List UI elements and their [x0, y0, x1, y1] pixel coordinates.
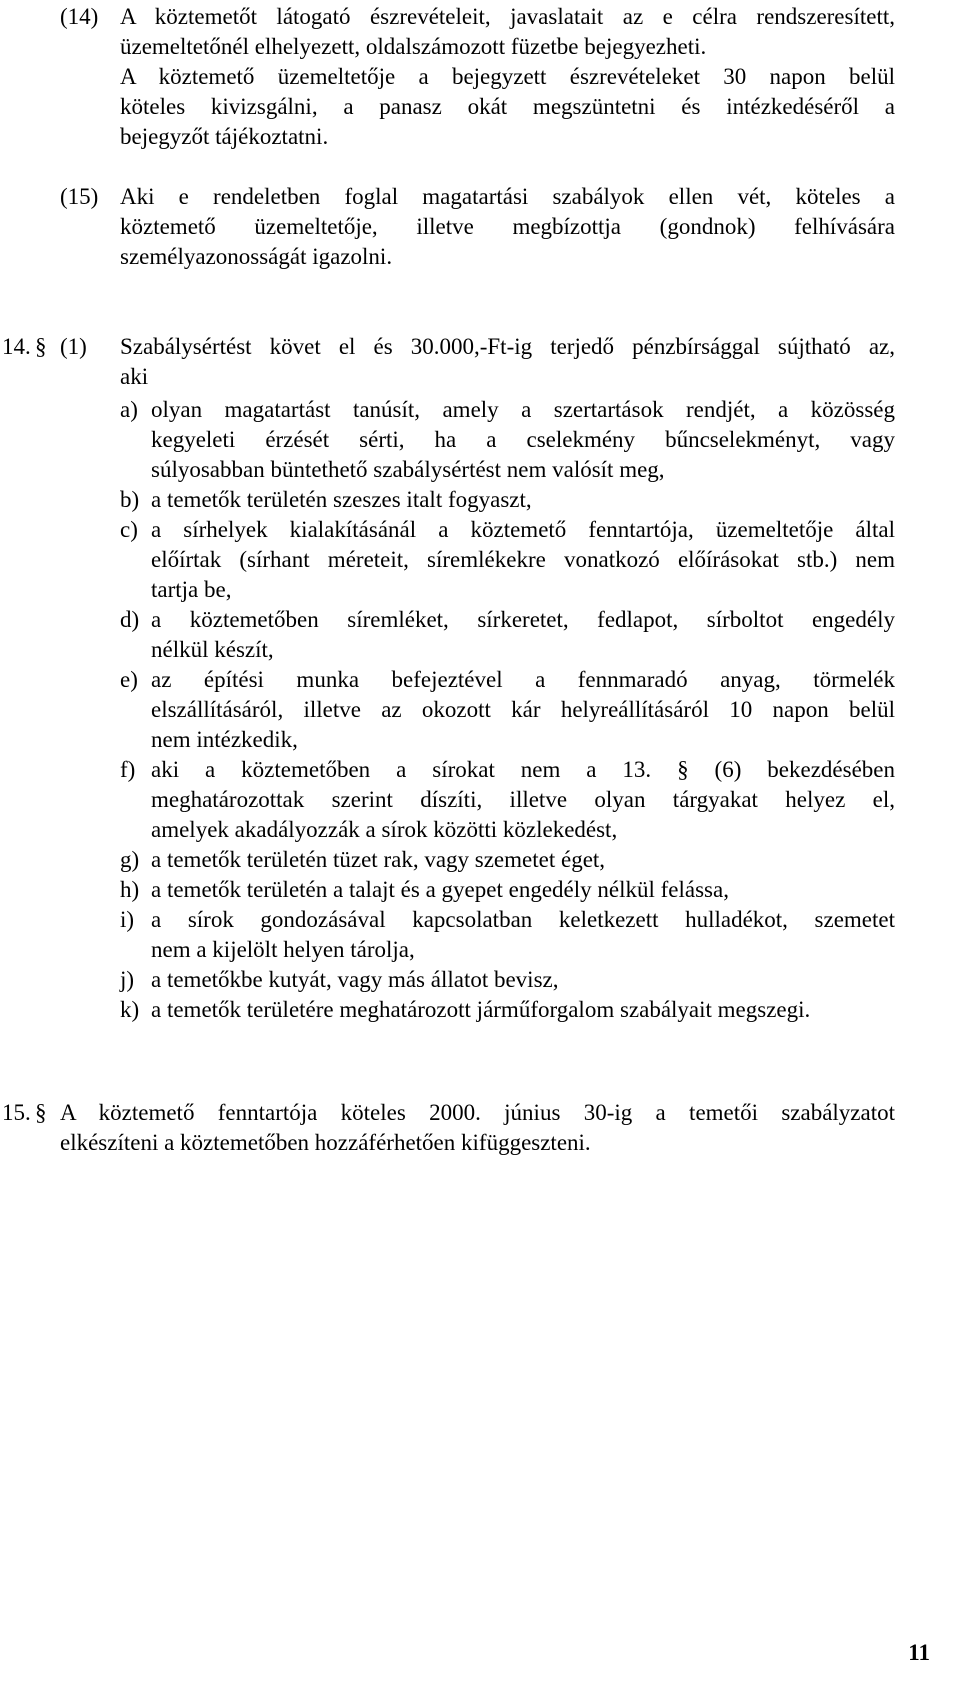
list-item-line: nem a kijelölt helyen tárolja,: [151, 937, 415, 962]
list-item-line: kegyeleti érzését sérti, ha a cselekmény bűncselekményt, vagy: [151, 427, 895, 452]
list-item-key: j): [120, 967, 135, 992]
list-item-key: g): [120, 847, 140, 872]
list-item-key: h): [120, 877, 140, 902]
list-item-key: i): [120, 907, 135, 932]
paragraph-line: üzemeltetőnél elhelyezett, oldalszámozott füzetbe bejegyezheti.: [120, 34, 707, 59]
list-item-line: a temetőkbe kutyát, vagy más állatot bevisz,: [151, 967, 559, 992]
list-item-line: amelyek akadályozzák a sírok közötti közlekedést,: [151, 817, 618, 842]
list-item-line: aki a köztemetőben a sírokat nem a 13. § (6) bekezdésében: [151, 757, 895, 782]
paragraph-line: köztemető üzemeltetője, illetve megbízottja (gondnok) felhívására: [120, 214, 895, 239]
paragraph-line: A köztemető üzemeltetője a bejegyzett észrevételeket 30 napon belül: [120, 64, 895, 89]
list-item-line: előírtak (sírhant méreteit, síremlékekre vonatkozó előírásokat stb.) nem: [151, 547, 895, 572]
list-item-line: nem intézkedik,: [151, 727, 298, 752]
paragraph-line: elkészíteni a köztemetőben hozzáférhetően kifüggeszteni.: [60, 1130, 591, 1155]
section-intro: aki: [120, 364, 149, 389]
list-item-line: olyan magatartást tanúsít, amely a szertartások rendjét, a közösség: [151, 397, 895, 422]
list-item-line: a sírhelyek kialakításánál a köztemető fenntartója, üzemeltetője által: [151, 517, 895, 542]
paragraph-line: Aki e rendeletben foglal magatartási szabályok ellen vét, köteles a: [120, 184, 895, 209]
list-item-key: f): [120, 757, 136, 782]
list-item-key: d): [120, 607, 140, 632]
paragraph-line: A köztemetőt látogató észrevételeit, javaslatait az e célra rendszeresített,: [120, 4, 895, 29]
section-mark: §: [35, 334, 47, 359]
page-number: 11: [908, 1640, 930, 1665]
paragraph-label: (15): [60, 184, 99, 209]
list-item-line: meghatározottak szerint díszíti, illetve olyan tárgyakat helyez el,: [151, 787, 895, 812]
list-item-line: súlyosabban büntethető szabálysértést nem valósít meg,: [151, 457, 665, 482]
list-item-line: a temetők területére meghatározott járműforgalom szabályait megszegi.: [151, 997, 811, 1022]
list-item-line: a köztemetőben síremléket, sírkeretet, fedlapot, sírboltot engedély: [151, 607, 895, 632]
section-number: 15.: [2, 1100, 31, 1125]
subsection-label: (1): [60, 334, 87, 359]
section-number: 14.: [2, 334, 31, 359]
list-item-key: k): [120, 997, 140, 1022]
list-item-line: az építési munka befejeztével a fennmaradó anyag, törmelék: [151, 667, 895, 692]
list-item-line: a temetők területén szeszes italt fogyaszt,: [151, 487, 532, 512]
list-item-key: b): [120, 487, 140, 512]
paragraph-line: A köztemető fenntartója köteles 2000. június 30-ig a temetői szabályzatot: [60, 1100, 895, 1125]
list-item-line: a temetők területén a talajt és a gyepet engedély nélkül felássa,: [151, 877, 729, 902]
paragraph-label: (14): [60, 4, 99, 29]
list-item-line: tartja be,: [151, 577, 232, 602]
list-item-line: nélkül készít,: [151, 637, 274, 662]
paragraph-line: személyazonosságát igazolni.: [120, 244, 393, 269]
list-item-key: c): [120, 517, 138, 542]
list-item-line: a sírok gondozásával kapcsolatban keletkezett hulladékot, szemetet: [151, 907, 895, 932]
list-item-key: a): [120, 397, 138, 422]
section-mark: §: [35, 1100, 47, 1125]
paragraph-line: köteles kivizsgálni, a panasz okát megszüntetni és intézkedéséről a: [120, 94, 895, 119]
paragraph-line: bejegyzőt tájékoztatni.: [120, 124, 329, 149]
list-item-line: a temetők területén tüzet rak, vagy szemetet éget,: [151, 847, 606, 872]
list-item-key: e): [120, 667, 138, 692]
section-intro: Szabálysértést követ el és 30.000,-Ft-ig terjedő pénzbírsággal sújtható az,: [120, 334, 895, 359]
list-item-line: elszállításáról, illetve az okozott kár helyreállításáról 10 napon belül: [151, 697, 895, 722]
